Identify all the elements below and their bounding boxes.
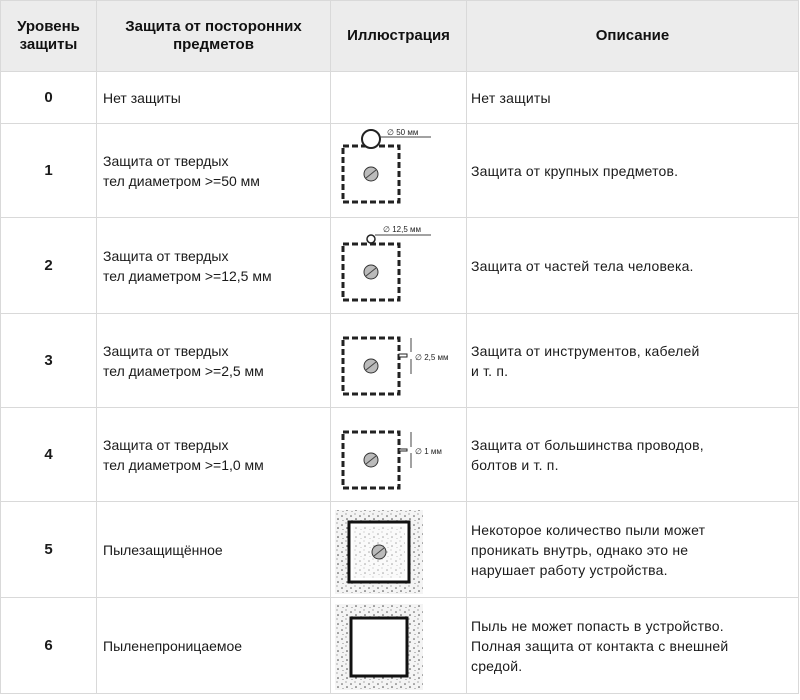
- description-cell: Пыль не может попасть в устройство. Полная защита от контакта с внешней средой.: [467, 598, 799, 694]
- ip3-illustration: [331, 316, 465, 406]
- illustration-cell: [331, 218, 467, 314]
- description-cell: Защита от большинства проводов, болтов и т. п.: [467, 408, 799, 502]
- header-description: Описание: [467, 1, 799, 72]
- ip1-illustration: [331, 126, 465, 216]
- header-level: Уровень защиты: [1, 1, 97, 72]
- header-illustration: Иллюстрация: [331, 1, 467, 72]
- dim-label: ∅ 2,5 мм: [415, 352, 449, 362]
- illustration-cell: [331, 408, 467, 502]
- level-cell: 6: [1, 598, 97, 694]
- illustration-cell: [331, 314, 467, 408]
- protection-cell: Защита от твердых тел диаметром >=2,5 мм: [97, 314, 331, 408]
- dim-label: ∅ 1 мм: [415, 446, 442, 456]
- table-row: [1, 218, 799, 314]
- ip4-illustration: [331, 410, 465, 500]
- illustration-cell: [331, 502, 467, 598]
- level-cell: 4: [1, 408, 97, 502]
- protection-cell: Нет защиты: [97, 72, 331, 124]
- protection-cell: Защита от твердых тел диаметром >=50 мм: [97, 124, 331, 218]
- description-cell: Защита от инструментов, кабелей и т. п.: [467, 314, 799, 408]
- description-cell: Защита от крупных предметов.: [467, 124, 799, 218]
- ip2-illustration: [331, 220, 465, 312]
- level-cell: 0: [1, 72, 97, 124]
- protection-cell: Защита от твердых тел диаметром >=12,5 мм: [97, 218, 331, 314]
- level-cell: 1: [1, 124, 97, 218]
- ip5-illustration: [331, 504, 465, 596]
- description-cell: Защита от частей тела человека.: [467, 218, 799, 314]
- table-row: [1, 72, 799, 124]
- description-cell: Некоторое количество пыли может проникать внутрь, однако это не нарушает работу устройства.: [467, 502, 799, 598]
- dim-label: ∅ 12,5 мм: [383, 224, 421, 234]
- table-row: [1, 408, 799, 502]
- dim-label: ∅ 50 мм: [387, 127, 419, 137]
- protection-cell: Пылезащищённое: [97, 502, 331, 598]
- illustration-cell: [331, 598, 467, 694]
- description-cell: Нет защиты: [467, 72, 799, 124]
- ip6-illustration: [331, 600, 465, 692]
- table-row: [1, 502, 799, 598]
- illustration-cell: [331, 124, 467, 218]
- header-row: [1, 1, 799, 72]
- header-protection: Защита от посторонних предметов: [97, 1, 331, 72]
- protection-cell: Пыленепроницаемое: [97, 598, 331, 694]
- level-cell: 5: [1, 502, 97, 598]
- table-row: [1, 124, 799, 218]
- table-row: [1, 598, 799, 694]
- illustration-cell: [331, 72, 467, 124]
- level-cell: 3: [1, 314, 97, 408]
- level-cell: 2: [1, 218, 97, 314]
- protection-cell: Защита от твердых тел диаметром >=1,0 мм: [97, 408, 331, 502]
- table-row: [1, 314, 799, 408]
